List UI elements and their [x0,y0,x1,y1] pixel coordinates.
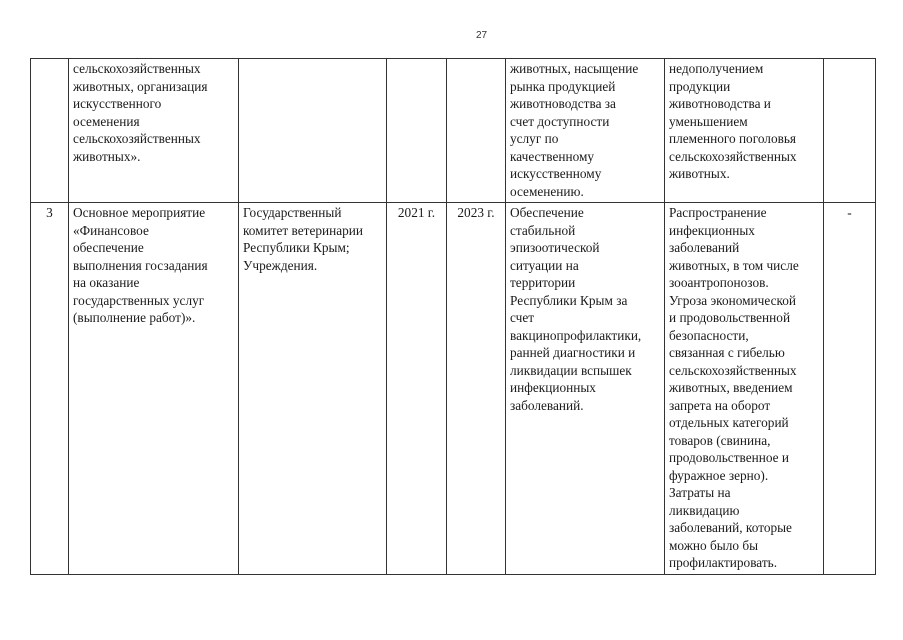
table-row [31,203,876,575]
start-year-cell: 2021 г. [387,203,447,575]
measure-cell: Основное мероприятие «Финансовое обеспечение выполнения госзадания на оказание государственных услуг (выполнение работ)». [69,203,239,575]
row-number [31,59,69,203]
row-number: 3 [31,203,69,575]
end-year-cell [447,59,506,203]
expected-result-cell: животных, насыщение рынка продукцией животноводства за счет доступности услуг по качественному искусственному осеменению. [506,59,665,203]
page-number: 27 [475,30,488,41]
consequences-cell: недополучением продукции животноводства и уменьшением племенного поголовья сельскохозяйственных животных. [665,59,824,203]
executor-cell: Государственный комитет ветеринарии Республики Крым; Учреждения. [239,203,387,575]
consequences-cell: Распространение инфекционных заболеваний животных, в том числе зооантропонозов. Угроза экономической и продовольственной безопасности, связанная с гибелью сельскохозяйственных животных, введением запрета на оборот отдельных категорий товаров (свинина, продовольственное и фуражное зерно). Затраты на ликвидацию заболеваний, которые можно было бы профилактировать. [665,203,824,575]
executor-cell [239,59,387,203]
link-cell: - [824,203,876,575]
start-year-cell [387,59,447,203]
expected-result-cell: Обеспечение стабильной эпизоотической ситуации на территории Республики Крым за счет вакцинопрофилактики, ранней диагностики и ликвидации вспышек инфекционных заболеваний. [506,203,665,575]
measures-table [30,58,876,575]
table-row [31,59,876,203]
link-cell [824,59,876,203]
measure-cell: сельскохозяйственных животных, организация искусственного осеменения сельскохозяйственных животных». [69,59,239,203]
end-year-cell: 2023 г. [447,203,506,575]
